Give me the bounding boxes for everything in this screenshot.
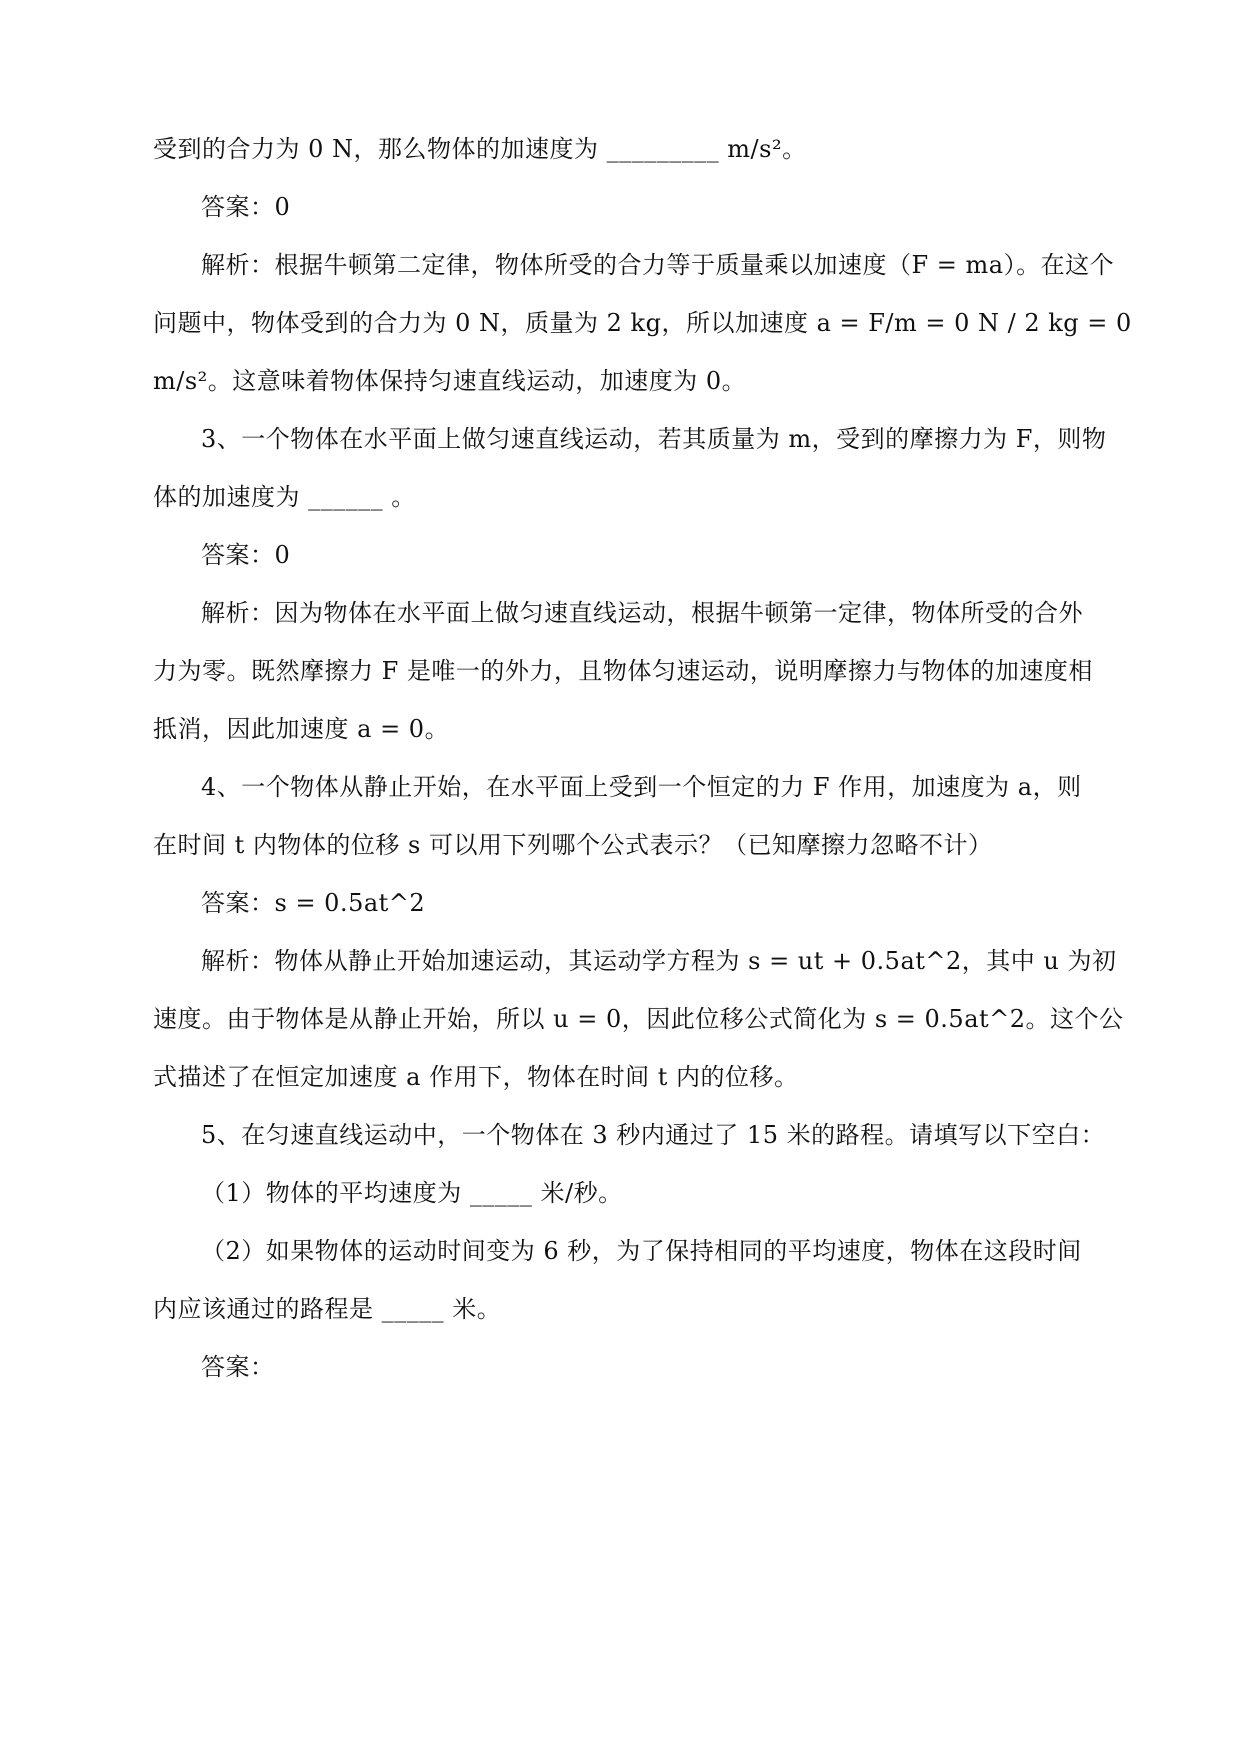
q5-part-2-line-2: 内应该通过的路程是 _____ 米。 [153, 1295, 502, 1323]
q3-answer: 答案：0 [201, 541, 291, 569]
q4-question-line-1: 4、一个物体从静止开始，在水平面上受到一个恒定的力 F 作用，加速度为 a，则 [201, 773, 1082, 801]
q2-continuation: 受到的合力为 0 N，那么物体的加速度为 _________ m/s²。 [153, 135, 807, 163]
q3-analysis-line-3: 抵消，因此加速度 a = 0。 [153, 715, 450, 743]
q2-analysis-line-2: 问题中，物体受到的合力为 0 N，质量为 2 kg，所以加速度 a = F/m = 0 N / 2 kg = 0 [153, 309, 1132, 337]
q3-analysis-line-2: 力为零。既然摩擦力 F 是唯一的外力，且物体匀速运动，说明摩擦力与物体的加速度相 [153, 657, 1093, 685]
q5-question: 5、在匀速直线运动中，一个物体在 3 秒内通过了 15 米的路程。请填写以下空白： [201, 1121, 1106, 1149]
q2-analysis-line-1: 解析：根据牛顿第二定律，物体所受的合力等于质量乘以加速度（F = ma）。在这个 [201, 251, 1115, 279]
q4-analysis-line-3: 式描述了在恒定加速度 a 作用下，物体在时间 t 内的位移。 [153, 1063, 799, 1091]
q5-part-2-line-1: （2）如果物体的运动时间变为 6 秒，为了保持相同的平均速度，物体在这段时间 [201, 1237, 1082, 1265]
q3-question-line-1: 3、一个物体在水平面上做匀速直线运动，若其质量为 m，受到的摩擦力为 F，则物 [201, 425, 1107, 453]
q4-analysis-line-2: 速度。由于物体是从静止开始，所以 u = 0，因此位移公式简化为 s = 0.5at^2。这个公 [153, 1005, 1124, 1033]
q3-analysis-line-1: 解析：因为物体在水平面上做匀速直线运动，根据牛顿第一定律，物体所受的合外 [201, 599, 1083, 627]
q2-analysis-line-3: m/s²。这意味着物体保持匀速直线运动，加速度为 0。 [153, 367, 747, 395]
q4-answer: 答案：s = 0.5at^2 [201, 889, 426, 917]
q3-question-line-2: 体的加速度为 ______ 。 [153, 483, 416, 511]
q4-question-line-2: 在时间 t 内物体的位移 s 可以用下列哪个公式表示？（已知摩擦力忽略不计） [153, 831, 993, 859]
q2-answer: 答案：0 [201, 193, 291, 221]
q4-analysis-line-1: 解析：物体从静止开始加速运动，其运动学方程为 s = ut + 0.5at^2，其中 u 为初 [201, 947, 1117, 975]
q5-answer: 答案： [201, 1353, 275, 1381]
q5-part-1: （1）物体的平均速度为 _____ 米/秒。 [201, 1179, 623, 1207]
